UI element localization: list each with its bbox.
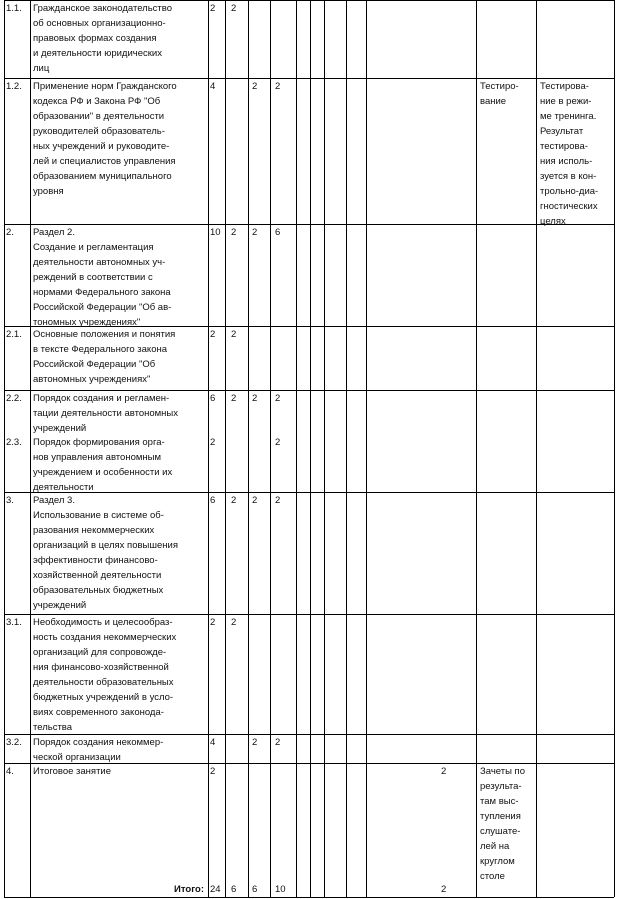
row-number: 1.1. bbox=[6, 3, 22, 14]
row-number: 1.2. bbox=[6, 81, 22, 92]
hours-lectures: 2 bbox=[231, 617, 237, 628]
hours-seminar: 2 bbox=[275, 437, 281, 448]
row-number: 4. bbox=[6, 766, 14, 777]
hours-seminar: 2 bbox=[275, 393, 281, 404]
hours-lectures: 2 bbox=[231, 393, 237, 404]
row-number: 2.2. bbox=[6, 393, 22, 404]
totals-seminar: 10 bbox=[275, 884, 286, 895]
row-number: 3.2. bbox=[6, 737, 22, 748]
topic-title: Раздел 2. Создание и регламентация деятельности автономных уч- реждений в соответствии с нормами Федерального закона Российской Федерации "Об ав- тономных учреждениях" bbox=[33, 227, 172, 328]
hours-total: 10 bbox=[210, 227, 221, 238]
control-form: Зачеты по результа- там выс- тупления слушате- лей на круглом столе bbox=[480, 766, 525, 882]
control-form: Тестиро- вание bbox=[480, 81, 519, 107]
hours-total: 4 bbox=[210, 737, 216, 748]
topic-title: Необходимость и целесообраз- ность создания некоммерческих организаций для сопровожде- ния финансово-хозяйственной деятельности образовательных бюджетных учреждений в усло- виях современного законода- тельства bbox=[33, 617, 177, 733]
hours-lectures: 2 bbox=[231, 329, 237, 340]
hours-seminar: 2 bbox=[275, 495, 281, 506]
row-number: 2.1. bbox=[6, 329, 22, 340]
hours-total: 2 bbox=[210, 766, 216, 777]
hours-lectures: 2 bbox=[231, 227, 237, 238]
grid-line bbox=[614, 0, 615, 897]
topic-title: Итоговое занятие bbox=[33, 766, 112, 777]
hours-seminar: 2 bbox=[275, 737, 281, 748]
hours-practice: 2 bbox=[252, 737, 258, 748]
hours-total: 2 bbox=[210, 437, 216, 448]
grid-line bbox=[4, 897, 614, 898]
hours-practice: 2 bbox=[252, 393, 258, 404]
hours-total: 2 bbox=[210, 617, 216, 628]
topic-title: Порядок создания некоммер- ческой организации bbox=[33, 737, 164, 763]
hours-seminar: 6 bbox=[275, 227, 281, 238]
hours-seminar: 2 bbox=[275, 81, 281, 92]
row-number: 2. bbox=[6, 227, 14, 238]
hours-total: 2 bbox=[210, 3, 216, 14]
totals-label: Итого: bbox=[174, 884, 204, 895]
hours-practice: 2 bbox=[252, 81, 258, 92]
hours-practice: 2 bbox=[252, 227, 258, 238]
topic-title: Основные положения и понятия в тексте Федерального закона Российской Федерации "Об автономных учреждениях" bbox=[33, 329, 176, 385]
topic-title: Порядок формирования орга- нов управления автономным учреждением и особенности их деятельности bbox=[33, 437, 173, 493]
hours-practice: 2 bbox=[252, 495, 258, 506]
row-number: 3. bbox=[6, 495, 14, 506]
hours-lectures: 2 bbox=[231, 3, 237, 14]
hours-total: 4 bbox=[210, 81, 216, 92]
hours-lectures: 2 bbox=[231, 495, 237, 506]
totals-total: 24 bbox=[210, 884, 221, 895]
topic-title: Раздел 3. Использование в системе об- разования некоммерческих организаций в целях повышения эффективности финансово- хозяйственной деятельности образовательных бюджетных учреждений bbox=[33, 495, 178, 611]
row-number: 3.1. bbox=[6, 617, 22, 628]
topic-title: Гражданское законодательство об основных организационно- правовых формах создания и деятельности юридических лиц bbox=[33, 3, 172, 74]
hours-total: 6 bbox=[210, 393, 216, 404]
hours-total: 2 bbox=[210, 329, 216, 340]
topic-title: Применение норм Гражданского кодекса РФ и Закона РФ "Об образовании" в деятельности руководителей образователь- ных учреждений и руководите- лей и специалистов управления образованием муниципального уровня bbox=[33, 81, 177, 197]
result-usage: Тестирова- ние в режи- ме тренинга. Результат тестирова- ния исполь- зуется в кон- трольно-диа- гностических целях bbox=[540, 81, 599, 227]
totals-final: 2 bbox=[441, 884, 447, 895]
hours-final: 2 bbox=[441, 766, 447, 777]
totals-practice: 6 bbox=[252, 884, 258, 895]
hours-total: 6 bbox=[210, 495, 216, 506]
topic-title: Порядок создания и регламен- тации деятельности автономных учреждений bbox=[33, 393, 179, 434]
totals-lectures: 6 bbox=[231, 884, 237, 895]
row-number: 2.3. bbox=[6, 437, 22, 448]
